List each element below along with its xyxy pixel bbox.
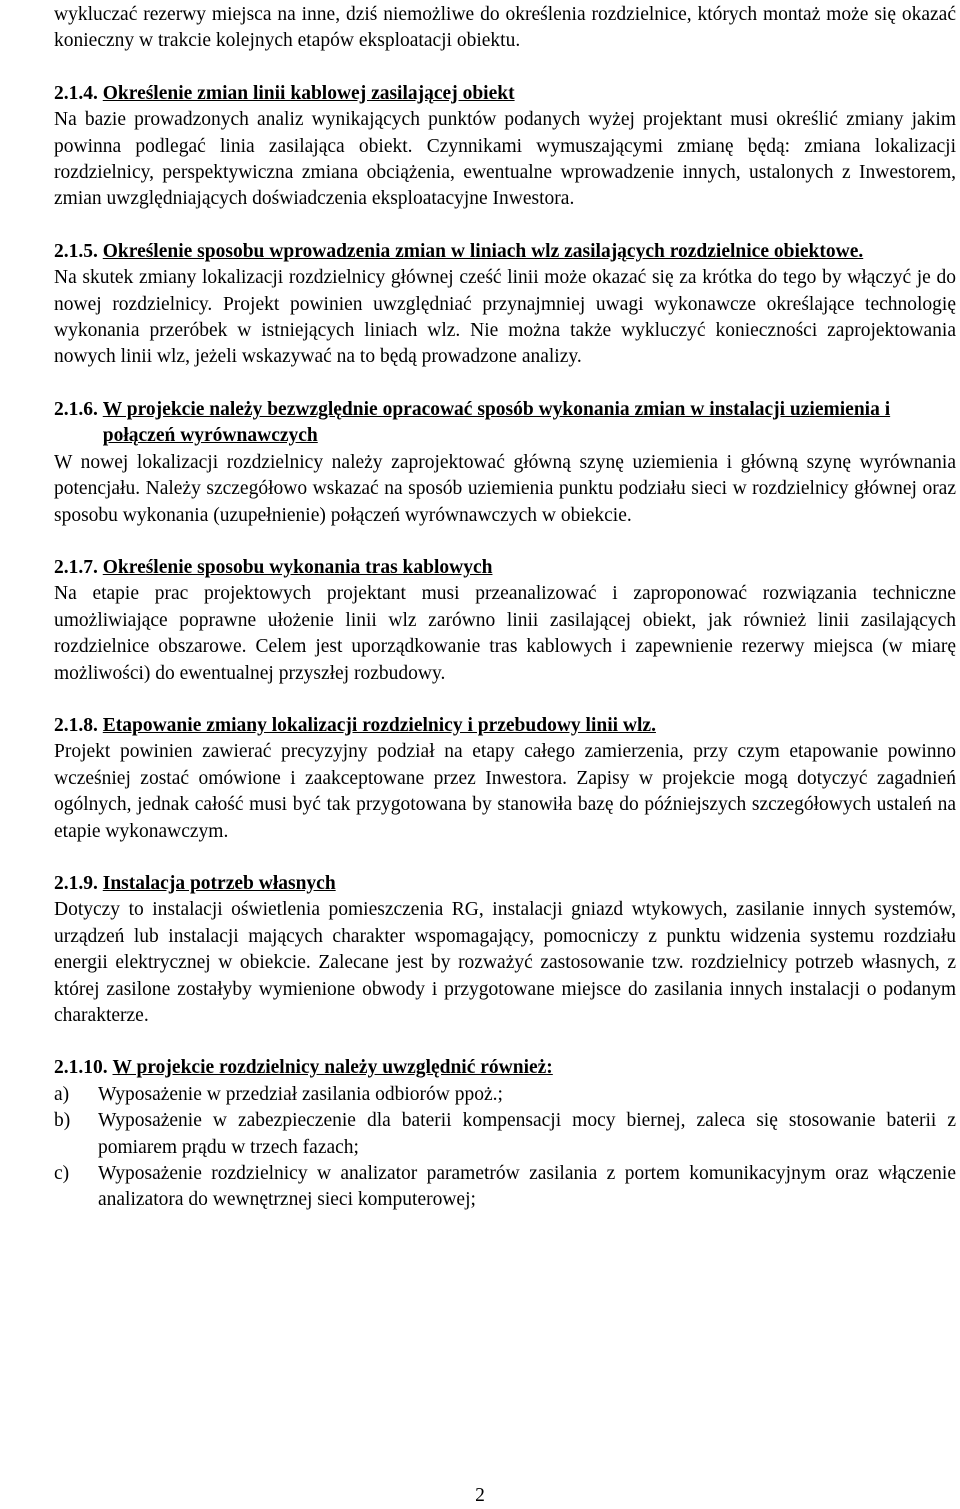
section-title: Etapowanie zmiany lokalizacji rozdzielnicy i przebudowy linii wlz. — [102, 714, 656, 736]
section-title: Określenie sposobu wykonania tras kablowych — [102, 556, 493, 578]
section-2-1-8 — [54, 713, 956, 845]
requirements-list — [54, 1082, 956, 1214]
section-body: Projekt powinien zawierać precyzyjny podział na etapy całego zamierzenia, przy czym etapowanie powinno wcześniej zostać omówione i zaakceptowane przez Inwestora. Zapisy w projekcie mogą dotyczyć zagadnień ogólnych, jednak całość musi być tak przygotowana by stanowiła bazę do późniejszych szczegółowych ustaleń na etapie wykonawczym. — [54, 741, 956, 842]
list-item-text: Wyposażenie w przedział zasilania odbiorów ppoż.; — [98, 1083, 503, 1105]
list-item — [54, 1161, 956, 1214]
list-item-label: b) — [54, 1110, 71, 1132]
list-item — [54, 1082, 956, 1108]
section-number: 2.1.7. — [54, 556, 103, 578]
list-item-text: Wyposażenie w zabezpieczenie dla baterii kompensacji mocy biernej, zaleca się stosowanie baterii z pomiarem prądu w trzech fazach; — [98, 1110, 956, 1158]
section-number: 2.1.9. — [54, 872, 103, 894]
list-item-label: c) — [54, 1163, 70, 1185]
section-number: 2.1.4. — [54, 82, 103, 104]
section-2-1-5 — [54, 239, 956, 371]
section-body: Dotyczy to instalacji oświetlenia pomieszczenia RG, instalacji gniazd wtykowych, zasilanie innych systemów, urządzeń lub instalacji mających charakter wspomagający, pomocniczy z punktu widzenia systemu rozdziału energii elektrycznej w obiekcie. Zalecane jest by rozważyć zastosowanie tzw. rozdzielnicy potrzeb własnych, z której zasilone zostałyby wymienione obwody i przygotowane miejsce do zasilania innych instalacji o podanym charakterze. — [54, 899, 956, 1026]
section-title: W projekcie rozdzielnicy należy uwzględnić również: — [112, 1057, 553, 1079]
section-2-1-6 — [54, 397, 956, 529]
section-body: W nowej lokalizacji rozdzielnicy należy zaprojektować główną szynę uziemienia i główną szynę wyrównania potencjału. Należy szczegółowo wskazać na sposób uziemienia punktu podziału sieci w rozdzielnicy głównej oraz sposobu wykonania (uzupełnienie) połączeń wyrównawczych w obiekcie. — [54, 451, 956, 526]
section-title: Określenie sposobu wprowadzenia zmian w liniach wlz zasilających rozdzielnice obiektowe. — [102, 240, 864, 262]
section-2-1-10 — [54, 1055, 956, 1213]
section-number: 2.1.6. — [54, 398, 103, 420]
section-2-1-4 — [54, 81, 956, 213]
section-number: 2.1.10. — [54, 1057, 113, 1079]
document-page — [54, 2, 956, 1214]
list-item — [54, 1108, 956, 1161]
section-number: 2.1.5. — [54, 240, 103, 262]
section-2-1-9 — [54, 871, 956, 1029]
intro-paragraph: wykluczać rezerwy miejsca na inne, dziś niemożliwe do określenia rozdzielnice, których montaż może się okazać konieczny w trakcie kolejnych etapów eksploatacji obiektu. — [54, 4, 956, 52]
section-body: Na bazie prowadzonych analiz wynikających punktów podanych wyżej projektant musi określić zmiany jakim powinna podlegać linia zasilająca obiekt. Czynnikami wymuszającymi zmianę będą: zmiana lokalizacji rozdzielnicy, perspektywiczna zmiana obciążenia, ewentualne wprowadzenie innych, ustalonych z Inwestorem, zmian uwzględniających doświadczenia eksploatacyjne Inwestora. — [54, 109, 956, 210]
list-item-label: a) — [54, 1083, 70, 1105]
section-title: Określenie zmian linii kablowej zasilającej obiekt — [102, 82, 515, 104]
list-item-text: Wyposażenie rozdzielnicy w analizator parametrów zasilania z portem komunikacyjnym oraz włączenie analizatora do wewnętrznej sieci komputerowej; — [98, 1163, 956, 1211]
section-title: W projekcie należy bezwzględnie opracować sposób wykonania zmian w instalacji uziemienia i połączeń wyrównawczych — [102, 398, 891, 447]
page-number: 2 — [475, 1485, 485, 1506]
section-body: Na etapie prac projektowych projektant musi przeanalizować i zaproponować rozwiązania techniczne umożliwiające poprawne ułożenie linii wlz zarówno linii zasilającej obiekt, jak również linii zasilających rozdzielnice obszarowe. Celem jest uporządkowanie tras kablowych i zapewnienie rezerwy miejsca (w miarę możliwości) do ewentualnej przyszłej rozbudowy. — [54, 583, 956, 684]
section-body: Na skutek zmiany lokalizacji rozdzielnicy głównej cześć linii może okazać się za krótka do tego by włączyć je do nowej rozdzielnicy. Projekt powinien uwzględniać przynajmniej uwagi wykonawcze określające technologię wykonania przeróbek w istniejących liniach wlz. Nie można także wykluczyć konieczności zaprojektowania nowych linii wlz, jeżeli wskazywać na to będą prowadzone analizy. — [54, 267, 956, 368]
section-title: Instalacja potrzeb własnych — [102, 872, 336, 894]
section-number: 2.1.8. — [54, 714, 103, 736]
section-2-1-7 — [54, 555, 956, 687]
